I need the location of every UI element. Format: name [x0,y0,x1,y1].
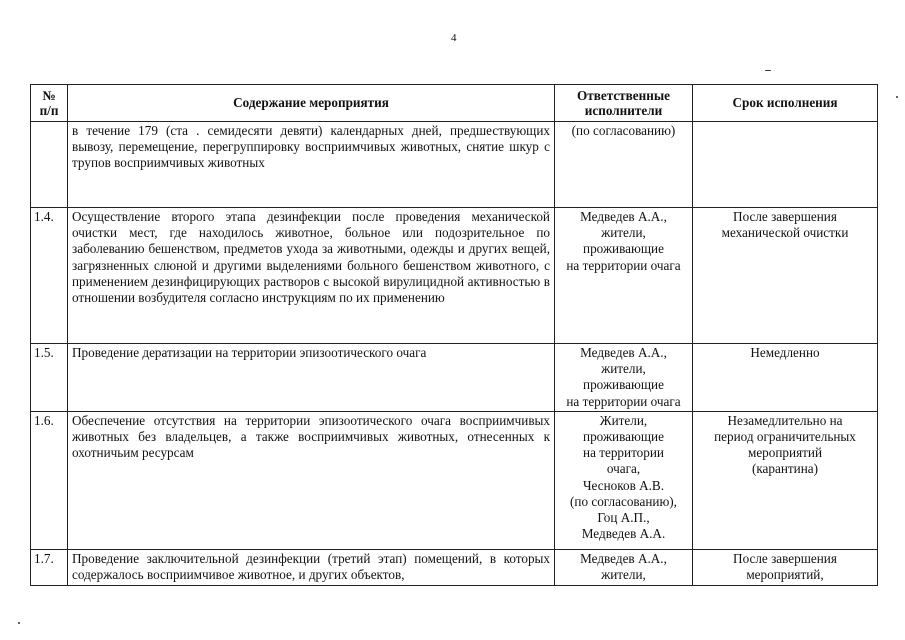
responsible-line: проживающие [583,429,664,445]
term-line: механической очистки [721,225,849,241]
table-row [31,411,878,549]
row-content: в течение 179 (ста . семидесяти девяти) календарных дней, предшествующих вывозу, перемещение, перегруппировку восприимчивых животных, снятие шкур с трупов восприимчивых животных [68,122,555,208]
scan-speck [896,96,898,98]
responsible-line: Медведев А.А., [580,345,667,360]
table-row [31,344,878,412]
term-line: мероприятий, [746,567,824,583]
row-number [31,122,68,208]
row-content: Проведение дератизации на территории эпизоотического очага [68,344,555,412]
responsible-line: Гоц А.П., [597,510,650,526]
row-responsible [555,208,693,344]
row-term [693,122,878,208]
responsible-line: на территории очага [566,257,681,273]
row-responsible [555,411,693,549]
row-term [693,549,878,585]
measures-table [30,84,878,586]
header-number: № п/п [31,85,68,122]
row-number: 1.7. [31,549,68,585]
responsible-line: на территории очага [566,393,681,409]
responsible-line: жители, [601,225,646,241]
table-row [31,122,878,208]
row-term [693,208,878,344]
table-row [31,208,878,344]
scan-speck [18,622,20,624]
row-number: 1.5. [31,344,68,412]
row-responsible [555,122,693,208]
responsible-line: Жители, [599,412,648,428]
row-term [693,411,878,549]
responsible-line: (по согласованию) [571,123,676,138]
term-line: Незамедлительно на [727,412,843,428]
responsible-line: на территории [583,445,664,461]
term-line: мероприятий [747,445,823,461]
header-content: Содержание мероприятия [68,85,555,122]
header-term: Срок исполнения [693,85,878,122]
responsible-line: Медведев А.А., [580,209,667,224]
row-content: Обеспечение отсутствия на территории эпизоотического очага восприимчивых животных без владельцев, а также восприимчивых животных, отнесенных к охотничьим ресурсам [68,411,555,549]
header-responsible: Ответственные исполнители [555,85,693,122]
row-responsible [555,344,693,412]
responsible-line: (по согласованию), [570,493,677,509]
term-line: После завершения [733,550,837,566]
responsible-line: очага, [606,461,641,477]
row-responsible [555,549,693,585]
responsible-line: Медведев А.А. [581,526,666,542]
table-row [31,549,878,585]
table-header-row [31,85,878,122]
row-content: Осуществление второго этапа дезинфекции после проведения механической очистки мест, где находилось животное, больное или подозрительное по заболеванию бешенством, предметов ухода за животными, одежды и других вещей, загрязненных слюной и другими выделениями больного бешенством животного, с применением дезинфицирующих растворов с высокой вирулицидной активностью в отношении возбудителя согласно инструкциям по их применению [68,208,555,344]
term-line: период ограничительных [714,429,856,445]
row-number: 1.6. [31,411,68,549]
responsible-line: проживающие [583,377,664,393]
responsible-line: жители, [601,567,646,583]
row-content: Проведение заключительной дезинфекции (третий этап) помещений, в которых содержалось восприимчивое животное, и других объектов, [68,549,555,585]
responsible-line: жители, [601,361,646,377]
term-line: (карантина) [751,461,819,477]
responsible-line: проживающие [583,241,664,257]
responsible-line: Чесноков А.В. [582,477,665,493]
scan-speck [765,70,771,71]
row-number: 1.4. [31,208,68,344]
responsible-line: Медведев А.А., [580,550,667,566]
page-number: 4 [451,32,457,44]
term-line: Немедленно [750,345,820,360]
term-line: После завершения [733,209,837,224]
row-term [693,344,878,412]
